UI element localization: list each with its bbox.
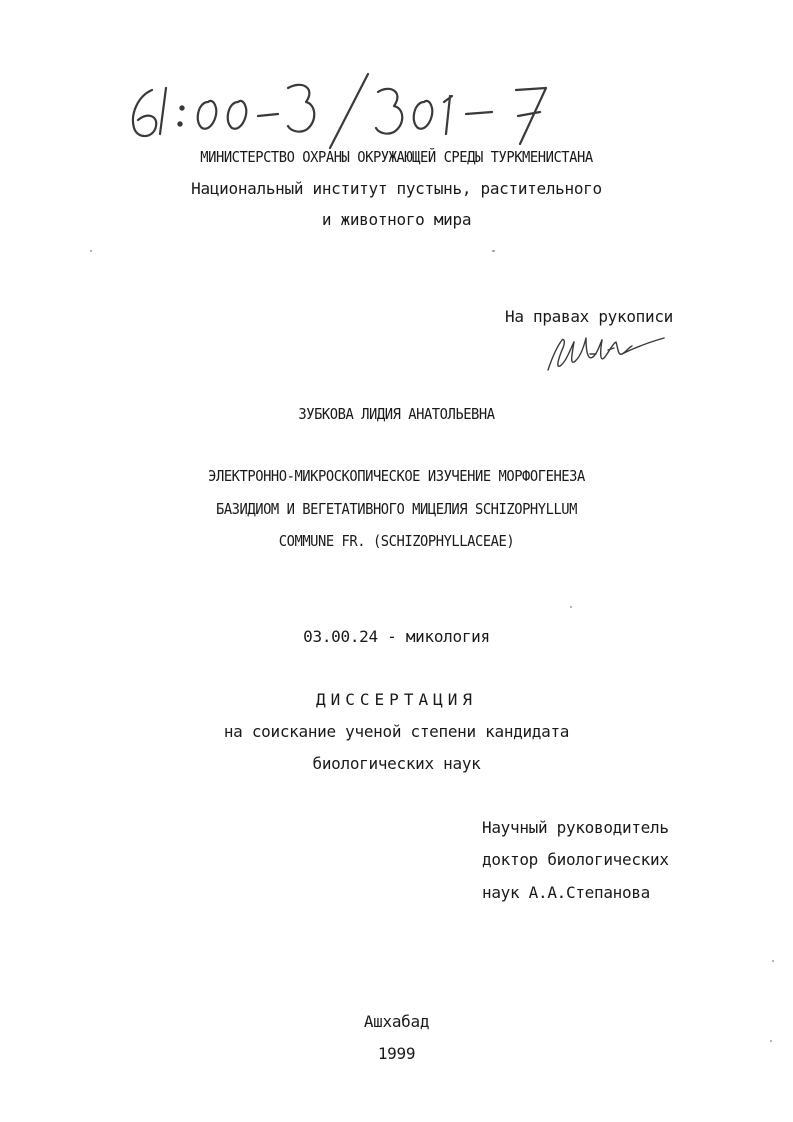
- handwritten-signature: [538, 328, 668, 378]
- manuscript-rights-note: На правах рукописи: [505, 307, 673, 326]
- scan-speck: [772, 960, 774, 962]
- handwritten-archive-number: [120, 62, 580, 152]
- year: 1999: [377, 1044, 416, 1063]
- institute-name-line-2: и животного мира: [321, 210, 472, 229]
- degree-line-2: биологических наук: [312, 754, 481, 773]
- ministry-name: МИНИСТЕРСТВО ОХРАНЫ ОКРУЖАЮЩЕЙ СРЕДЫ ТУРКМЕНИСТАНА: [200, 148, 593, 166]
- scan-speck: [492, 250, 495, 252]
- institute-name-line-1: Национальный институт пустынь, растительного: [191, 179, 602, 198]
- city: Ашхабад: [363, 1012, 430, 1031]
- supervisor-line-2: доктор биологических: [482, 850, 669, 869]
- degree-line-1: на соискание ученой степени кандидата: [223, 722, 570, 741]
- thesis-title-line-2: БАЗИДИОМ И ВЕГЕТАТИВНОГО МИЦЕЛИЯ SCHIZOPHYLLUM: [215, 500, 578, 518]
- specialty-code: 03.00.24 - микология: [303, 627, 490, 646]
- supervisor-line-1: Научный руководитель: [482, 818, 669, 837]
- thesis-title-line-1: ЭЛЕКТРОННО-МИКРОСКОПИЧЕСКОЕ ИЗУЧЕНИЕ МОРФОГЕНЕЗА: [208, 467, 585, 485]
- scan-speck: [570, 606, 572, 608]
- author-name: ЗУБКОВА ЛИДИЯ АНАТОЛЬЕВНА: [298, 405, 495, 423]
- thesis-title-line-3: COMMUNE FR. (SCHIZOPHYLLACEAE): [278, 532, 515, 550]
- scan-speck: [90, 250, 92, 252]
- dissertation-heading: ДИССЕРТАЦИЯ: [316, 690, 477, 709]
- supervisor-line-3: наук А.А.Степанова: [482, 883, 650, 902]
- scan-speck: [770, 1040, 772, 1042]
